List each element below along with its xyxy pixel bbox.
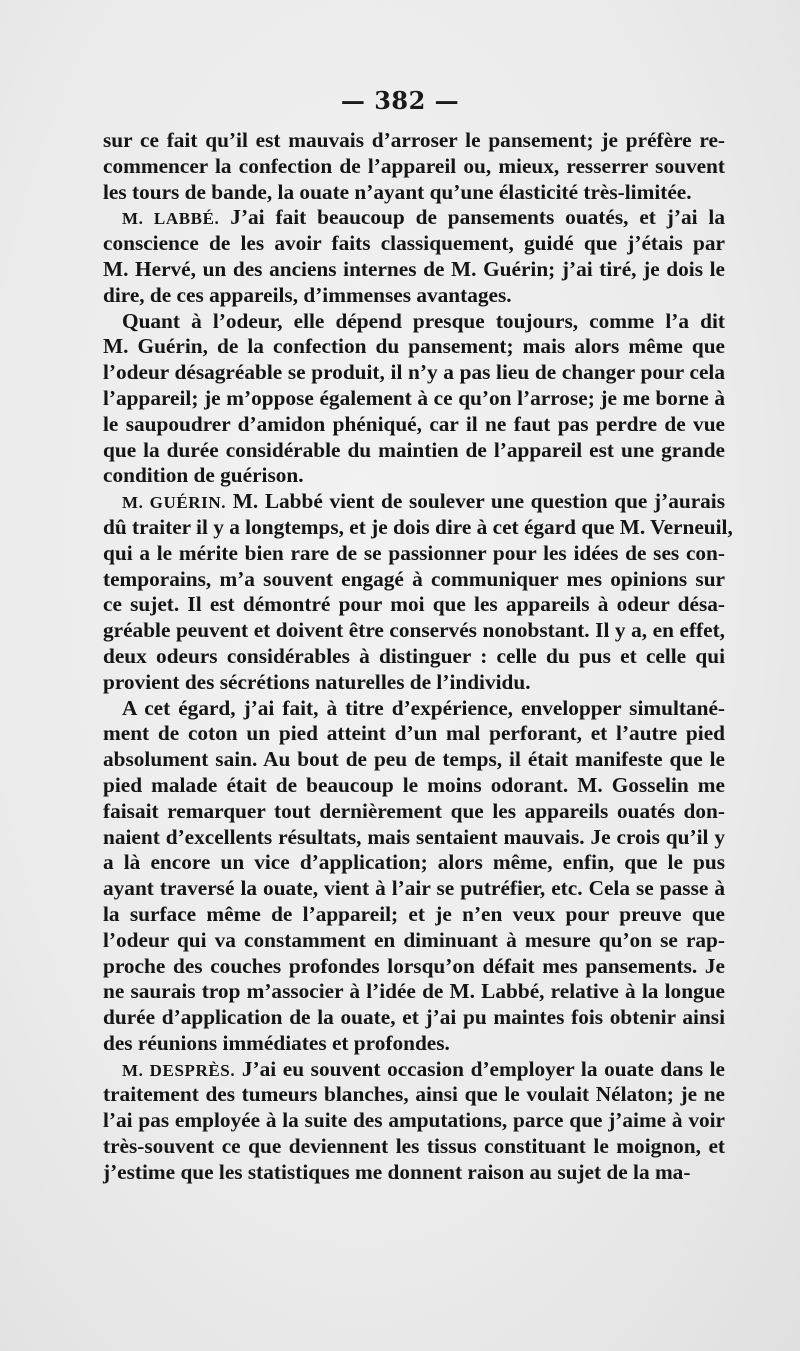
text-line bbox=[103, 954, 725, 980]
paragraph bbox=[103, 128, 725, 205]
speaker-name: M. GUÉRIN. bbox=[122, 493, 227, 513]
text-line bbox=[103, 618, 725, 644]
text-line bbox=[103, 799, 725, 825]
line-text: M. Labbé vient de soulever une question que j’aurais bbox=[226, 489, 725, 514]
line-text: ment de coton un pied atteint d’un mal perforant, et l’autre pied bbox=[103, 721, 725, 746]
text-line bbox=[103, 928, 725, 954]
text-line bbox=[103, 463, 725, 489]
line-text: que la durée considérable du maintien de l’appareil est une grande bbox=[103, 437, 725, 462]
text-line bbox=[103, 283, 725, 309]
text-line bbox=[103, 438, 725, 464]
line-text: ce sujet. Il est démontré pour moi que les appareils à odeur désa- bbox=[103, 592, 725, 617]
line-text: absolument sain. Au bout de peu de temps, il était manifeste que le bbox=[103, 747, 725, 772]
text-line bbox=[103, 773, 725, 799]
text-line bbox=[103, 747, 725, 773]
text-line bbox=[103, 670, 725, 696]
line-text: condition de guérison. bbox=[103, 463, 304, 488]
paragraph bbox=[103, 309, 725, 490]
text-line bbox=[103, 360, 725, 386]
line-text: dû traiter il y a longtemps, et je dois dire à cet égard que M. Verneuil, bbox=[103, 514, 733, 539]
line-text: ne saurais trop m’associer à l’idée de M. Labbé, relative à la longue bbox=[103, 979, 725, 1004]
text-line bbox=[103, 850, 725, 876]
line-text: gréable peuvent et doivent être conservés nonobstant. Il y a, en effet, bbox=[103, 618, 725, 643]
line-text: l’appareil; je m’oppose également à ce qu’on l’arrose; je me borne à bbox=[103, 385, 725, 410]
line-text: traitement des tumeurs blanches, ainsi que le voulait Nélaton; je ne bbox=[103, 1082, 725, 1107]
text-line bbox=[103, 334, 725, 360]
text-line bbox=[103, 309, 725, 335]
line-text: provient des sécrétions naturelles de l’individu. bbox=[103, 669, 531, 694]
text-line bbox=[103, 205, 725, 231]
text-line bbox=[103, 902, 725, 928]
line-text: J’ai fait beaucoup de pansements ouatés, et j’ai la bbox=[219, 205, 725, 230]
paragraph bbox=[103, 696, 725, 1057]
speaker-name: M. LABBÉ. bbox=[122, 209, 220, 229]
line-text: conscience de les avoir faits classiquement, guidé que j’étais par bbox=[103, 231, 725, 256]
line-text: temporains, m’a souvent engagé à communiquer mes opinions sur bbox=[103, 566, 725, 591]
line-text: A cet égard, j’ai fait, à titre d’expérience, envelopper simultané- bbox=[122, 695, 725, 720]
text-line bbox=[103, 1031, 725, 1057]
line-text: proche des couches profondes lorsqu’on défait mes pansements. Je bbox=[103, 953, 725, 978]
text-line bbox=[103, 1160, 725, 1186]
text-line bbox=[103, 180, 725, 206]
text-line bbox=[103, 644, 725, 670]
line-text: très-souvent ce que deviennent les tissus constituant le moignon, et bbox=[103, 1134, 725, 1159]
line-text: la surface même de l’appareil; et je n’en veux pour preuve que bbox=[103, 901, 725, 926]
line-text: ayant traversé la ouate, vient à l’air se putréfier, etc. Cela se passe à bbox=[103, 876, 725, 901]
line-text: sur ce fait qu’il est mauvais d’arroser le pansement; je préfère re- bbox=[103, 128, 725, 152]
line-text: faisait remarquer tout dernièrement que les appareils ouatés don- bbox=[103, 798, 725, 823]
text-line bbox=[103, 1005, 725, 1031]
line-text: durée d’application de la ouate, et j’ai pu maintes fois obtenir ainsi bbox=[103, 1005, 725, 1030]
paragraph bbox=[103, 205, 725, 308]
line-text: Quant à l’odeur, elle dépend presque toujours, comme l’a dit bbox=[122, 308, 725, 333]
text-line bbox=[103, 154, 725, 180]
line-text: dire, de ces appareils, d’immenses avantages. bbox=[103, 282, 512, 307]
line-text: J’ai eu souvent occasion d’employer la ouate dans le bbox=[235, 1056, 725, 1081]
line-text: deux odeurs considérables à distinguer : celle du pus et celle qui bbox=[103, 643, 725, 668]
line-text: des réunions immédiates et profondes. bbox=[103, 1030, 450, 1055]
text-line bbox=[103, 489, 725, 515]
line-text: M. Guérin, de la confection du pansement; mais alors même que bbox=[103, 334, 725, 359]
text-line bbox=[103, 825, 725, 851]
line-text: qui a le mérite bien rare de se passionner pour les idées de ses con- bbox=[103, 540, 725, 565]
text-line bbox=[103, 231, 725, 257]
speaker-name: M. DESPRÈS. bbox=[122, 1060, 236, 1080]
text-line bbox=[103, 386, 725, 412]
text-line bbox=[103, 1108, 725, 1134]
line-text: le saupoudrer d’amidon phéniqué, car il ne faut pas perdre de vue bbox=[103, 411, 725, 436]
text-line bbox=[103, 721, 725, 747]
line-text: M. Hervé, un des anciens internes de M. Guérin; j’ai tiré, je dois le bbox=[103, 256, 725, 281]
text-line bbox=[103, 412, 725, 438]
text-line bbox=[103, 696, 725, 722]
paragraph bbox=[103, 489, 733, 695]
text-line bbox=[103, 1134, 725, 1160]
text-line bbox=[103, 541, 725, 567]
line-text: a là encore un vice d’application; alors même, enfin, que le pus bbox=[103, 850, 725, 875]
text-line bbox=[103, 514, 733, 541]
page-number: — 382 — bbox=[340, 86, 460, 115]
line-text: commencer la confection de l’appareil ou, mieux, resserrer souvent bbox=[103, 153, 725, 178]
document-body bbox=[103, 128, 733, 1186]
text-line bbox=[103, 567, 725, 593]
text-line bbox=[103, 257, 725, 283]
line-text: pied malade était de beaucoup le moins odorant. M. Gosselin me bbox=[103, 772, 725, 797]
line-text: l’ai pas employée à la suite des amputations, parce que j’aime à voir bbox=[103, 1108, 725, 1133]
line-text: l’odeur qui va constamment en diminuant à mesure qu’on se rap- bbox=[103, 927, 725, 952]
paragraph bbox=[103, 1057, 725, 1186]
text-line bbox=[103, 128, 725, 154]
text-line bbox=[103, 979, 725, 1005]
line-text: naient d’excellents résultats, mais sentaient mauvais. Je crois qu’il y bbox=[103, 824, 725, 849]
text-line bbox=[103, 1082, 725, 1108]
line-text: j’estime que les statistiques me donnent raison au sujet de la ma- bbox=[103, 1159, 691, 1184]
text-line bbox=[103, 1057, 725, 1083]
text-line bbox=[103, 876, 725, 902]
text-line bbox=[103, 592, 725, 618]
line-text: l’odeur désagréable se produit, il n’y a pas lieu de changer pour cela bbox=[103, 360, 725, 385]
line-text: les tours de bande, la ouate n’ayant qu’une élasticité très-limitée. bbox=[103, 179, 692, 204]
